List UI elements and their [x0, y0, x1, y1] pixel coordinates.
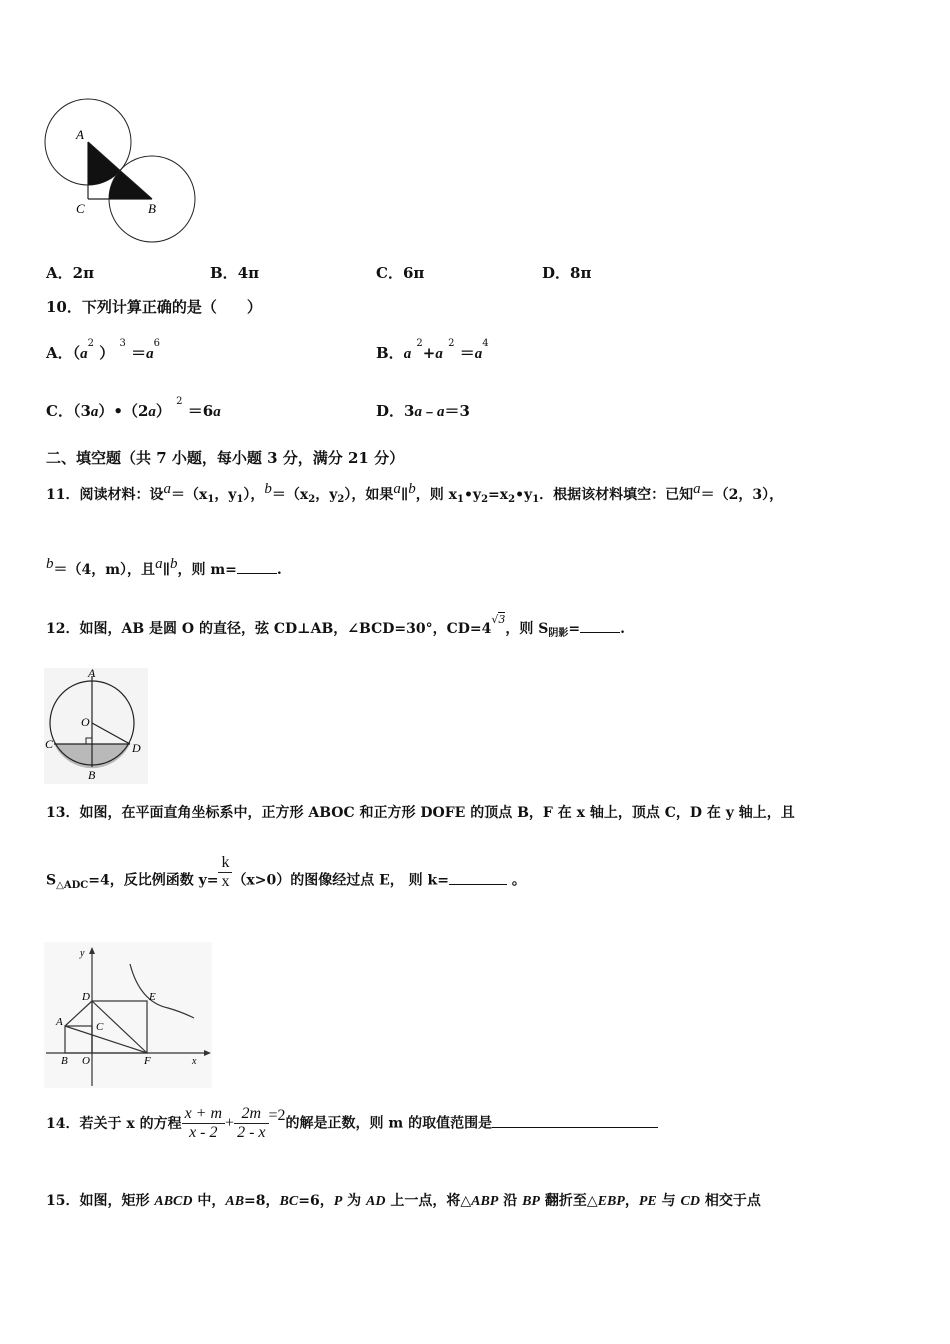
q11-vector-a: a: [163, 481, 171, 497]
q11-vector-b: b: [46, 556, 54, 572]
q14-f2-den: 2 - x: [237, 1124, 266, 1141]
q14-plus: +: [225, 1114, 235, 1132]
q13-label-a: A: [56, 1016, 63, 1028]
q13-sub: △ADC: [56, 879, 89, 891]
q12-label-o: O: [81, 715, 90, 729]
q11-sub: 2: [508, 494, 516, 505]
q13-line-2: [46, 854, 526, 899]
q9-option-a-value: 2π: [72, 264, 95, 282]
q12-text: ，则 S: [505, 621, 549, 637]
q10-option-a[interactable]: [46, 338, 161, 363]
q15-var: PE: [638, 1194, 657, 1209]
q10-d-a1: a: [414, 404, 422, 420]
q11-parallel: ∥: [162, 562, 170, 578]
q11-vector-a: a: [393, 481, 401, 497]
q15-var: BC: [279, 1194, 299, 1209]
q11-text: ，y: [315, 487, 338, 503]
q15-var: CD: [680, 1194, 700, 1209]
q11-parallel: ∥: [400, 487, 409, 503]
q10-c-a2: a: [148, 404, 156, 420]
q13-label-f: F: [144, 1055, 151, 1067]
q12-label-a: A: [88, 668, 96, 680]
q10-c-eq: ＝6: [187, 402, 214, 420]
q12-answer-blank[interactable]: [580, 618, 620, 633]
q15-text: =6，: [298, 1193, 334, 1209]
q15-var: EBP: [597, 1194, 625, 1209]
q12-line: [46, 613, 625, 639]
q12-text: =: [568, 621, 581, 637]
q15-text: 沿: [498, 1193, 523, 1209]
q11-vector-b: b: [264, 481, 272, 497]
q10-b-eq: ＝: [459, 344, 475, 362]
q11-line-2: [46, 556, 282, 579]
q15-text: 中，: [192, 1193, 226, 1209]
q10-a-letter: A．: [46, 344, 73, 362]
q11-text: ，y: [214, 487, 237, 503]
q12-text: 12．如图，AB 是圆 O 的直径，弦 CD⊥AB，∠BCD=30°，CD=4: [46, 621, 492, 637]
q14-f2-num: 2m: [234, 1105, 268, 1124]
q14-fraction-1: [182, 1105, 225, 1142]
q15-var: BP: [522, 1194, 540, 1209]
q10-option-c[interactable]: [46, 396, 221, 421]
q9-option-d-value: 8π: [570, 264, 592, 282]
q13-label-c: C: [96, 1021, 104, 1033]
q10-b-rexp: 4: [482, 338, 489, 349]
q9-option-c[interactable]: [376, 262, 424, 283]
q10-c-part2: ）•（2: [98, 402, 149, 420]
q11-sub: 1: [207, 494, 215, 505]
q10-d-letter: D．: [376, 402, 405, 420]
q15-var: ABCD: [154, 1194, 193, 1209]
q10-a-base: a: [80, 346, 88, 362]
section-2-heading: 二、填空题（共 7 小题，每小题 3 分，满分 21 分）: [46, 449, 405, 467]
q13-label-o: O: [82, 1055, 90, 1067]
q11-text: ＝（x: [271, 487, 309, 503]
q14-f1-num: x + m: [182, 1105, 225, 1124]
q15-line: [46, 1190, 761, 1210]
q10-a-rbase: a: [146, 346, 154, 362]
q11-vector-a: a: [693, 481, 701, 497]
q11-vector-b: b: [169, 556, 178, 572]
q11-sub: 1: [457, 494, 464, 505]
q13-text: （x>0）的图像经过点 E， 则 k=: [232, 872, 449, 889]
q10-d-part2: ﹣: [421, 402, 437, 420]
q9-option-d-letter: D．: [542, 264, 571, 282]
q13-text: S: [46, 872, 57, 889]
q9-option-b-letter: B．: [210, 264, 238, 282]
q11-line-1: [46, 481, 784, 505]
q11-text: ），: [243, 487, 265, 503]
q14-text: 的解是正数，则 m 的取值范围是: [285, 1115, 493, 1132]
q13-label-b: B: [61, 1055, 68, 1067]
q12-text: .: [620, 621, 625, 637]
q10-c-part1: （3: [72, 402, 91, 420]
q10-stem: 10．下列计算正确的是（ ）: [46, 298, 262, 316]
q10-c-a3: a: [213, 404, 221, 420]
q9-option-c-letter: C．: [376, 264, 403, 282]
q12-label-c: C: [45, 737, 54, 751]
q10-b-rbase: a: [474, 346, 483, 362]
q11-text: •y: [463, 487, 482, 503]
q13-fraction: [218, 854, 232, 891]
q10-a-exp1: 2: [87, 338, 95, 349]
q15-var: ABP: [471, 1194, 499, 1209]
q9-figure: [40, 95, 200, 245]
q15-text: =8，: [244, 1193, 280, 1209]
q14-line: [46, 1105, 658, 1142]
q13-text: =4，反比例函数 y=: [88, 872, 219, 889]
q15-text: 翻折至△: [539, 1193, 598, 1209]
q10-a-rexp: 6: [153, 338, 161, 349]
q9-label-c: C: [76, 201, 85, 216]
q10-c-a1: a: [90, 404, 99, 420]
q9-option-b-value: 4π: [237, 264, 260, 282]
q10-a-eq: ＝: [131, 344, 147, 362]
q13-frac-num: k: [218, 854, 232, 873]
q10-b-base1: a: [403, 346, 412, 362]
q11-text: ＝（2，3），: [700, 487, 784, 503]
q10-b-letter: B．: [376, 344, 404, 362]
q10-d-part3: ＝3: [444, 402, 470, 420]
q9-option-a[interactable]: [46, 262, 94, 283]
q15-text: 相交于点: [699, 1193, 761, 1209]
q10-b-base2: a: [435, 346, 443, 362]
q10-a-close: ）: [99, 344, 115, 362]
q11-text: •y: [515, 487, 533, 503]
q10-b-exp2: 2: [448, 338, 455, 349]
q14-eq: =2: [268, 1106, 286, 1124]
q15-text: 与: [656, 1193, 681, 1209]
q13-text: 。: [506, 872, 526, 889]
q11-text: ，则 x: [415, 487, 458, 503]
q11-answer-blank[interactable]: [237, 559, 277, 574]
q9-option-a-letter: A．: [46, 264, 73, 282]
q9-option-c-value: 6π: [402, 264, 425, 282]
q13-figure: [44, 942, 212, 1088]
q14-answer-blank[interactable]: [492, 1113, 658, 1128]
q11-sub: 2: [337, 494, 345, 505]
q13-line-1: 13．如图，在平面直角坐标系中，正方形 ABOC 和正方形 DOFE 的顶点 B，F 在 x 轴上，顶点 C，D 在 y 轴上，且: [46, 805, 795, 821]
q11-text: ，则 m=: [177, 562, 237, 578]
q10-a-open: （: [72, 344, 81, 362]
q10-c-part3: ）: [155, 402, 171, 420]
q11-vector-a: a: [155, 556, 163, 572]
q9-option-b[interactable]: [210, 262, 259, 283]
q15-var: AB: [225, 1194, 245, 1209]
q11-text: 11．阅读材料：设: [46, 487, 164, 503]
q10-b-exp1: 2: [416, 338, 423, 349]
q14-text: 14．若关于 x 的方程: [46, 1115, 182, 1132]
q11-sub: 1: [236, 494, 244, 505]
q12-radicand: 3: [498, 613, 506, 626]
q12-label-d: D: [132, 741, 141, 755]
q13-label-y: y: [80, 948, 85, 959]
q15-text: 为: [342, 1193, 367, 1209]
q15-text: ，: [624, 1193, 639, 1209]
q15-var: P: [333, 1194, 343, 1209]
q11-text: ＝（x: [170, 487, 208, 503]
q11-text: ．根据该材料填空：已知: [539, 487, 694, 503]
q11-vector-b: b: [408, 481, 416, 497]
q13-label-e: E: [149, 991, 156, 1003]
q9-label-a: A: [76, 127, 84, 142]
q12-label-b: B: [88, 768, 96, 782]
q10-c-exp: 2: [176, 396, 183, 407]
q14-fraction-2: [234, 1105, 268, 1142]
q11-text: .: [276, 562, 282, 578]
q14-f1-den: x - 2: [189, 1124, 218, 1141]
q12-sub: 阴影: [548, 628, 569, 639]
q13-frac-den: x: [221, 873, 230, 890]
q11-sub: 2: [481, 494, 489, 505]
q11-sub: 2: [308, 494, 316, 505]
q13-label-d: D: [82, 991, 90, 1003]
q13-answer-blank[interactable]: [449, 870, 507, 885]
q15-text: 15．如图，矩形: [46, 1193, 155, 1209]
q12-figure: [44, 668, 148, 784]
q11-text: ），如果: [344, 487, 394, 503]
q12-sqrt: √3: [491, 613, 506, 626]
q9-label-b: B: [148, 201, 156, 216]
q10-c-letter: C．: [46, 402, 73, 420]
q10-d-a2: a: [436, 404, 445, 420]
q13-label-x: x: [192, 1056, 197, 1067]
q9-option-d[interactable]: [542, 262, 591, 283]
q11-sub: 1: [532, 494, 540, 505]
q11-text: =x: [488, 487, 509, 503]
q11-text: ＝（4，m），且: [53, 562, 156, 578]
q10-option-d[interactable]: [376, 400, 470, 421]
q10-d-part1: 3: [404, 402, 415, 420]
q10-option-b[interactable]: [376, 338, 489, 363]
q15-text: 上一点，将△: [385, 1193, 472, 1209]
q10-a-exp2: 3: [119, 338, 126, 349]
q15-var: AD: [366, 1194, 386, 1209]
q10-b-plus: +: [422, 344, 436, 362]
